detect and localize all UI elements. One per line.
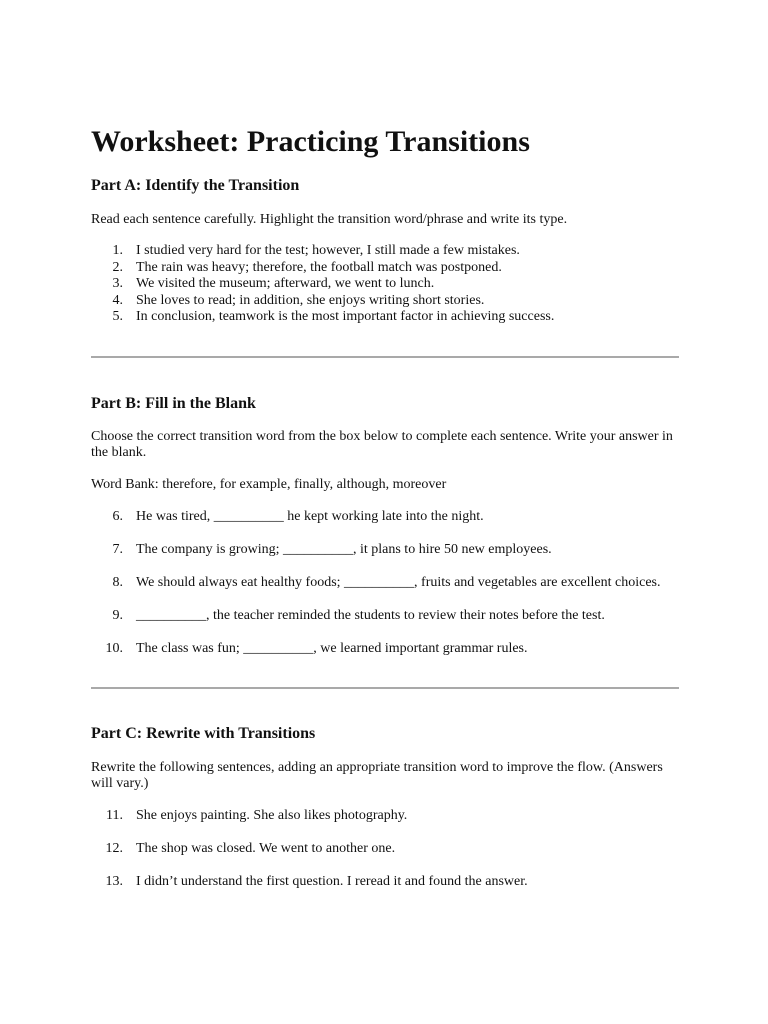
- section-divider: [91, 687, 679, 689]
- list-item: [91, 841, 679, 857]
- item-text: The rain was heavy; therefore, the football match was postponed.: [136, 259, 502, 275]
- list-item: [91, 509, 679, 525]
- section-divider: [91, 356, 679, 358]
- list-item: [91, 575, 679, 591]
- part-a-heading: Part A: Identify the Transition: [91, 177, 300, 194]
- item-text: The company is growing; __________, it plans to hire 50 new employees.: [136, 542, 552, 557]
- part-c-instructions: Rewrite the following sentences, adding an appropriate transition word to improve the flow. (Answers will vary.): [91, 760, 663, 791]
- item-number: 1.: [112, 243, 123, 258]
- item-number: 11.: [106, 808, 123, 823]
- part-a-instructions: Read each sentence carefully. Highlight the transition word/phrase and write its type.: [91, 212, 568, 227]
- list-item: [91, 808, 679, 824]
- item-number: 8.: [112, 575, 123, 590]
- item-number: 5.: [112, 309, 123, 324]
- item-number: 3.: [112, 276, 123, 291]
- item-text: I studied very hard for the test; however, I still made a few mistakes.: [136, 243, 520, 258]
- item-text: She loves to read; in addition, she enjoys writing short stories.: [136, 292, 485, 308]
- list-item: [91, 260, 679, 277]
- item-number: 13.: [105, 874, 123, 889]
- list-item: [91, 276, 679, 293]
- part-b-instructions: Choose the correct transition word from the box below to complete each sentence. Write your answer in the blank.: [91, 429, 673, 460]
- part-c-list: [91, 808, 679, 907]
- list-item: [91, 608, 679, 624]
- item-text: She enjoys painting. She also likes photography.: [136, 808, 408, 823]
- item-text: In conclusion, teamwork is the most important factor in achieving success.: [136, 309, 555, 324]
- item-text: We should always eat healthy foods; __________, fruits and vegetables are excellent choices.: [136, 575, 661, 590]
- item-number: 10.: [105, 641, 123, 656]
- list-item: [91, 293, 679, 310]
- part-b-heading: Part B: Fill in the Blank: [91, 395, 256, 412]
- part-c-heading: Part C: Rewrite with Transitions: [91, 725, 316, 742]
- word-bank: Word Bank: therefore, for example, finally, although, moreover: [91, 477, 447, 492]
- page-title: Worksheet: Practicing Transitions: [91, 125, 530, 158]
- item-text: He was tired, __________ he kept working late into the night.: [136, 509, 484, 524]
- item-text: The shop was closed. We went to another one.: [136, 841, 396, 856]
- item-number: 4.: [112, 292, 123, 308]
- list-item: [91, 641, 679, 657]
- item-number: 12.: [105, 841, 123, 856]
- item-text: The class was fun; __________, we learned important grammar rules.: [136, 641, 528, 656]
- list-item: [91, 243, 679, 260]
- part-a-list: [91, 243, 679, 326]
- item-text: __________, the teacher reminded the students to review their notes before the test.: [136, 608, 605, 623]
- item-number: 9.: [112, 608, 123, 623]
- item-number: 6.: [112, 509, 123, 524]
- item-text: I didn’t understand the first question. I reread it and found the answer.: [136, 874, 528, 889]
- item-text: We visited the museum; afterward, we went to lunch.: [136, 276, 435, 291]
- part-b-list: [91, 509, 679, 674]
- list-item: [91, 309, 679, 326]
- item-number: 2.: [112, 259, 123, 275]
- item-number: 7.: [112, 542, 123, 557]
- list-item: [91, 874, 679, 890]
- list-item: [91, 542, 679, 558]
